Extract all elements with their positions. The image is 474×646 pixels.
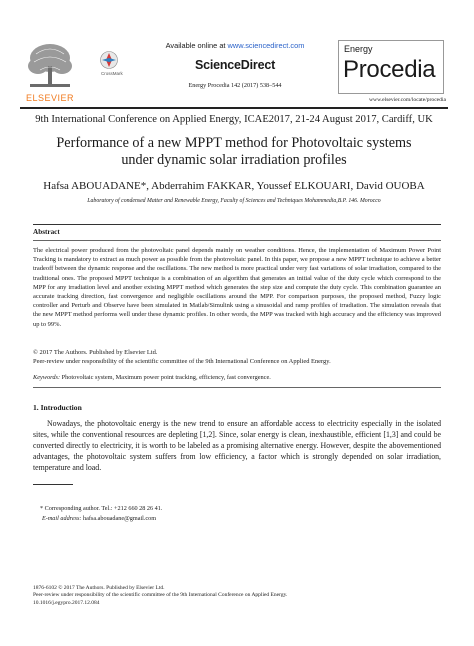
paper-title [20,135,448,169]
keywords-rule [33,387,441,388]
publication-info [33,585,443,607]
issn-line: 1876-6102 © 2017 The Authors. Published by Elsevier Ltd. [33,585,165,591]
email-label: E-mail address: [42,515,82,522]
email-address[interactable]: hafsa.abouadane@gmail.com [81,515,157,522]
keywords-values: Photovoltaic system, Maximum power point tracking, efficiency, fast convergence. [60,374,271,381]
doi-line[interactable]: 10.1016/j.egypro.2017.12.084 [33,599,100,606]
journal-logo-procedia: Procedia [343,56,436,83]
copyright-line: © 2017 The Authors. Published by Elsevier Ltd. [33,349,158,356]
journal-logo-energy: Energy [344,44,373,54]
sciencedirect-link[interactable]: www.sciencedirect.com [227,41,305,50]
section-heading-introduction: 1. Introduction [33,403,82,412]
footnote-rule [33,484,73,485]
paper-title-line2: under dynamic solar irradiation profiles [121,152,347,168]
footnote-corresponding-author: * Corresponding author. Tel.: +212 660 28 26 41. [40,505,163,512]
footnote-email [42,515,156,522]
abstract-heading: Abstract [33,228,60,236]
crossmark-icon[interactable] [100,51,118,69]
affiliation: Laboratory of condensed Matter and Renewable Energy, Faculty of Sciences and Techniques Mohammedia,B.P. 146. Morocco [87,198,381,204]
elsevier-wordmark: ELSEVIER [26,93,75,103]
paper-title-line1: Performance of a new MPPT method for Photovoltaic systems [56,135,412,151]
abstract-heading-rule [33,240,441,241]
header-divider [20,107,448,109]
keywords-line [33,374,441,381]
author-list: Hafsa ABOUADANE*, Abderrahim FAKKAR, Youssef ELKOUARI, David OUOBA [43,180,425,192]
bottom-peer-review-line: Peer-review under responsibility of the scientific committee of the 9th International Conference on Applied Energy. [33,592,288,599]
conference-line: 9th International Conference on Applied Energy, ICAE2017, 21-24 August 2017, Cardiff, UK [35,114,433,125]
copyright-notice [33,348,441,366]
available-online-line [130,41,340,50]
keywords-label: Keywords: [33,374,61,381]
sciencedirect-wordmark: ScienceDirect [194,58,276,72]
crossmark-label: CrossMark [101,71,123,76]
peer-review-line: Peer-review under responsibility of the scientific committee of the 9th International Conference on Applied Energy. [33,358,331,365]
journal-url-link[interactable]: www.elsevier.com/locate/procedia [369,97,446,103]
available-online-prefix: Available online at [165,41,228,50]
elsevier-tree-logo [22,40,78,92]
journal-reference: Energy Procedia 142 (2017) 538–544 [188,82,282,89]
abstract-body: The electrical power produced from the photovoltaic panel depends mainly on weather conditions. Hence, the implementation of Maximum Power Point Tracking is mandatory to extract as much power as possible from the photovoltaic panel. In this paper, we propose a new MPPT technique to achieve a better tradeoff between the dynamic response and the oscillations. The new method is more practical under very fast variations of solar irradiation, compared to the traditional ones. The proposed MPPT technique is a combination of an algorithm that generates an initial value of the duty cycle which correspond to the MPP for any irradiation level and another existing MPPT method which generates the step size and compute the duty cycle. This combination guarantee an accurate tracking direction, fast convergence and negligible oscillations around the MPP. For comparison purposes, the proposed method, Fuzzy logic controller and Perturb and Observe have been simulated in Matlab/Simulink using a sinusoidal and ramp profiles of irradiation. The simulation reveals that the new MPPT method performs well under these dynamic profiles. In other words, the MPP was tracked with high accuracy and the efficiency was improved up to 99%. [33,247,441,328]
abstract-top-rule [33,224,441,225]
introduction-paragraph: Nowadays, the photovoltaic energy is the new trend to ensure an affordable access to electricity especially in the isolated sites, while the conventional resources are depleting [1,2]. Since, solar energy is clean, inexhaustible, efficient [1,3] and could be converted directly to electricity, it is worth to be labeled as a promising alternative energy. However, despite the abovementioned advantages, the photovoltaic system suffers from low efficiency, a factor which is strongly depended on solar irradiation, temperature and load. [33,419,441,472]
